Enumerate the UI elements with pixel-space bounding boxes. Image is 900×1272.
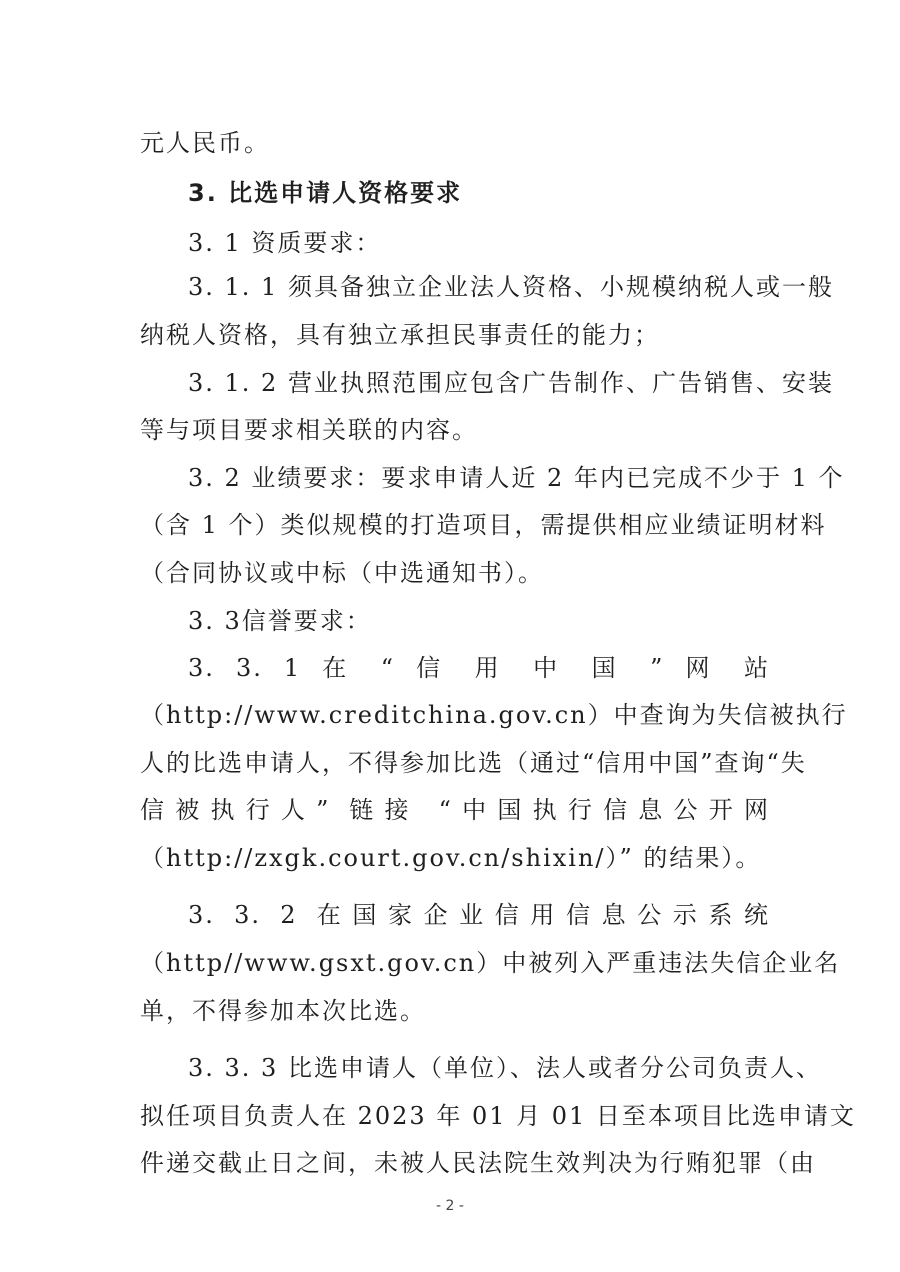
paragraph-line: （http://zxgk.court.gov.cn/shixin/）” 的结果）。	[140, 844, 762, 872]
paragraph-line: （合同协议或中标（中选通知书）。	[140, 559, 544, 587]
paragraph-line: 等与项目要求相关联的内容。	[140, 416, 478, 444]
paragraph-line: 件递交截止日之间，未被人民法院生效判决为行贿犯罪（由	[140, 1149, 816, 1177]
paragraph-line: 单，不得参加本次比选。	[140, 997, 426, 1025]
paragraph-line: 3. 3. 1 在 “ 信 用 中 国 ” 网 站	[188, 654, 770, 682]
paragraph-line: （含 1 个）类似规模的打造项目，需提供相应业绩证明材料	[140, 511, 827, 539]
paragraph-line: 3. 3. 3 比选申请人（单位）、法人或者分公司负责人、	[188, 1054, 822, 1082]
paragraph-line: 人的比选申请人，不得参加比选（通过“信用中国”查询“失	[140, 749, 807, 777]
paragraph-line: （http://www.creditchina.gov.cn）中查询为失信被执行	[140, 701, 848, 729]
paragraph-line: 拟任项目负责人在 2023 年 01 月 01 日至本项目比选申请文	[140, 1102, 856, 1130]
paragraph-line: 3. 2 业绩要求：要求申请人近 2 年内已完成不少于 1 个	[188, 464, 845, 492]
page-number: - 2 -	[436, 1198, 464, 1214]
paragraph-line: 3. 1. 1 须具备独立企业法人资格、小规模纳税人或一般	[188, 273, 834, 301]
paragraph-line: 元人民币。	[140, 129, 270, 157]
paragraph-line: 3. 1. 2 营业执照范围应包含广告制作、广告销售、安装	[188, 369, 834, 397]
paragraph-line: （http//www.gsxt.gov.cn）中被列入严重违法失信企业名	[140, 949, 841, 977]
subsection-heading: 3. 1 资质要求：	[188, 229, 382, 257]
paragraph-line: 信被执行人” 链接 “中国执行信息公开网	[140, 796, 770, 824]
section-heading: 3. 比选申请人资格要求	[188, 179, 463, 207]
subsection-heading: 3. 3信誉要求：	[188, 607, 372, 635]
paragraph-line: 3. 3. 2 在国家企业信用信息公示系统	[188, 901, 770, 929]
paragraph-line: 纳税人资格，具有独立承担民事责任的能力；	[140, 321, 660, 349]
